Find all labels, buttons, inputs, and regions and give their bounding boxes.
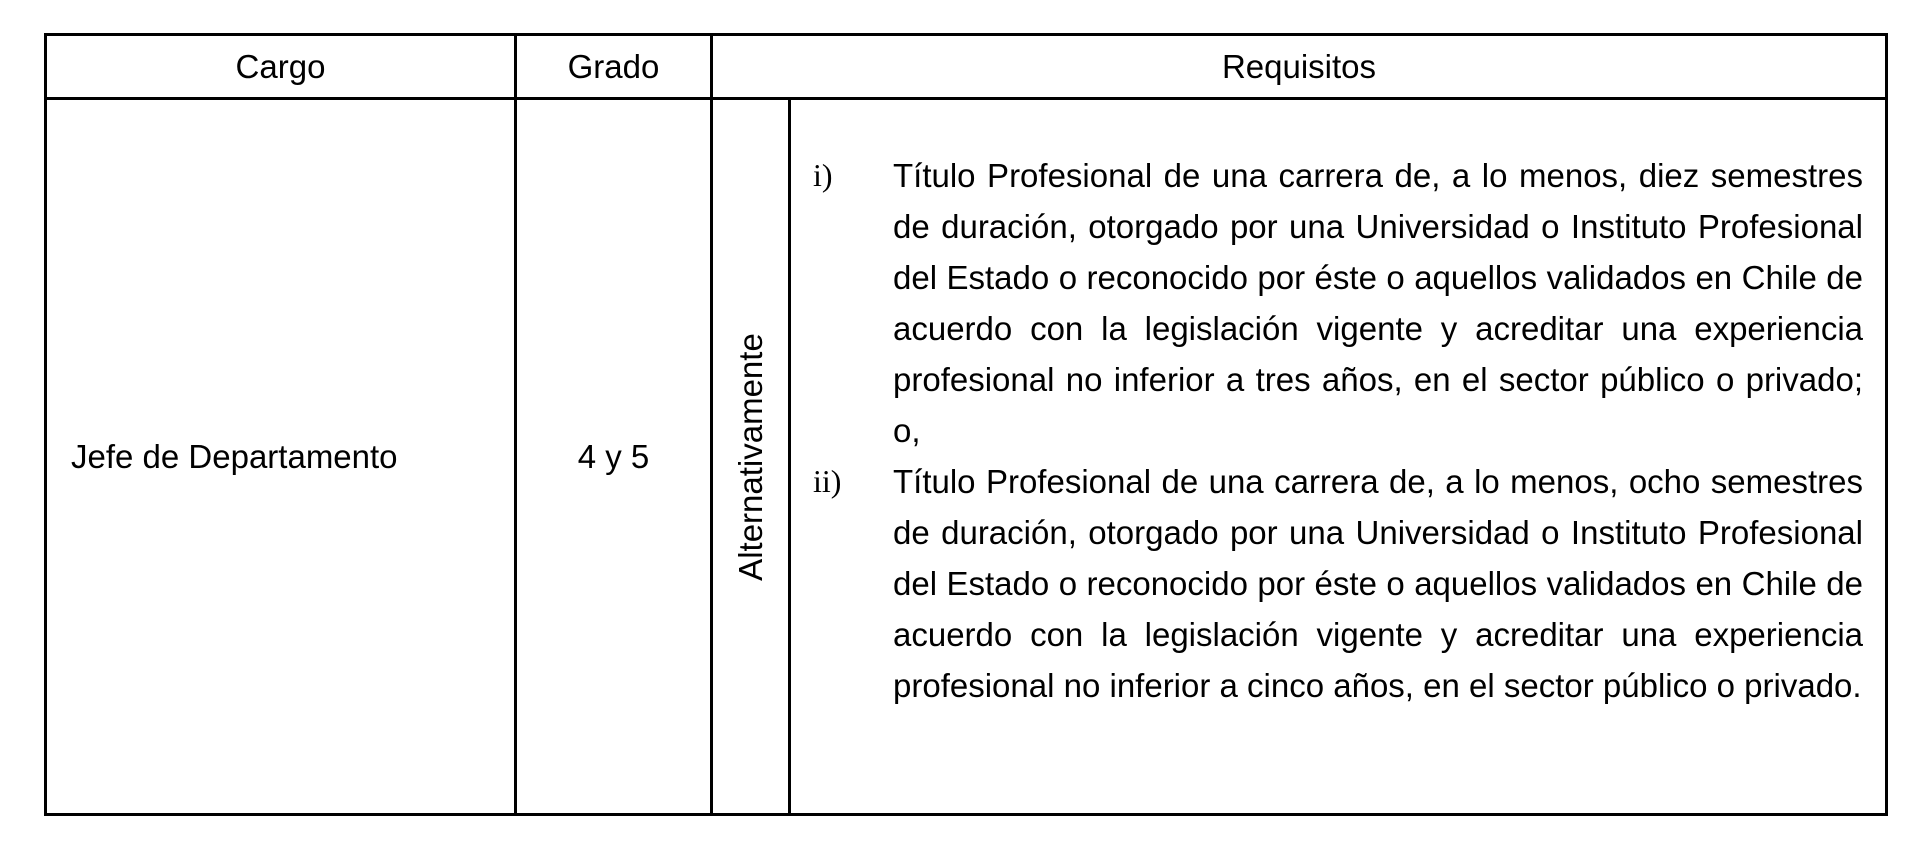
table-body	[46, 99, 1887, 815]
list-item	[813, 150, 1863, 456]
requirements-list	[813, 150, 1863, 711]
table-row	[46, 99, 1887, 815]
list-item	[813, 456, 1863, 711]
requirement-number: i)	[813, 157, 833, 193]
header-requisitos: Requisitos	[712, 35, 1887, 99]
alternative-cell	[712, 99, 790, 815]
alternative-label: Alternativamente	[731, 332, 769, 581]
header-cargo: Cargo	[46, 35, 516, 99]
header-grado: Grado	[516, 35, 712, 99]
table-header	[46, 35, 1887, 99]
requirement-number: ii)	[813, 463, 842, 499]
header-row	[46, 35, 1887, 99]
requirements-table	[44, 33, 1888, 816]
grado-cell: 4 y 5	[516, 99, 712, 815]
cargo-cell: Jefe de Departamento	[46, 99, 516, 815]
requirement-text: Título Profesional de una carrera de, a lo menos, diez semestres de duración, otorgado por una Universidad o Instituto Profesional del Estado o reconocido por éste o aquellos validados en Chile de acuerdo con la legislación vigente y acreditar una experiencia profesional no inferior a tres años, en el sector público o privado; o,	[893, 157, 1863, 449]
requirement-text: Título Profesional de una carrera de, a lo menos, ocho semestres de duración, otorgado por una Universidad o Instituto Profesional del Estado o reconocido por éste o aquellos validados en Chile de acuerdo con la legislación vigente y acreditar una experiencia profesional no inferior a cinco años, en el sector público o privado.	[893, 463, 1863, 704]
requirements-cell	[790, 99, 1887, 815]
